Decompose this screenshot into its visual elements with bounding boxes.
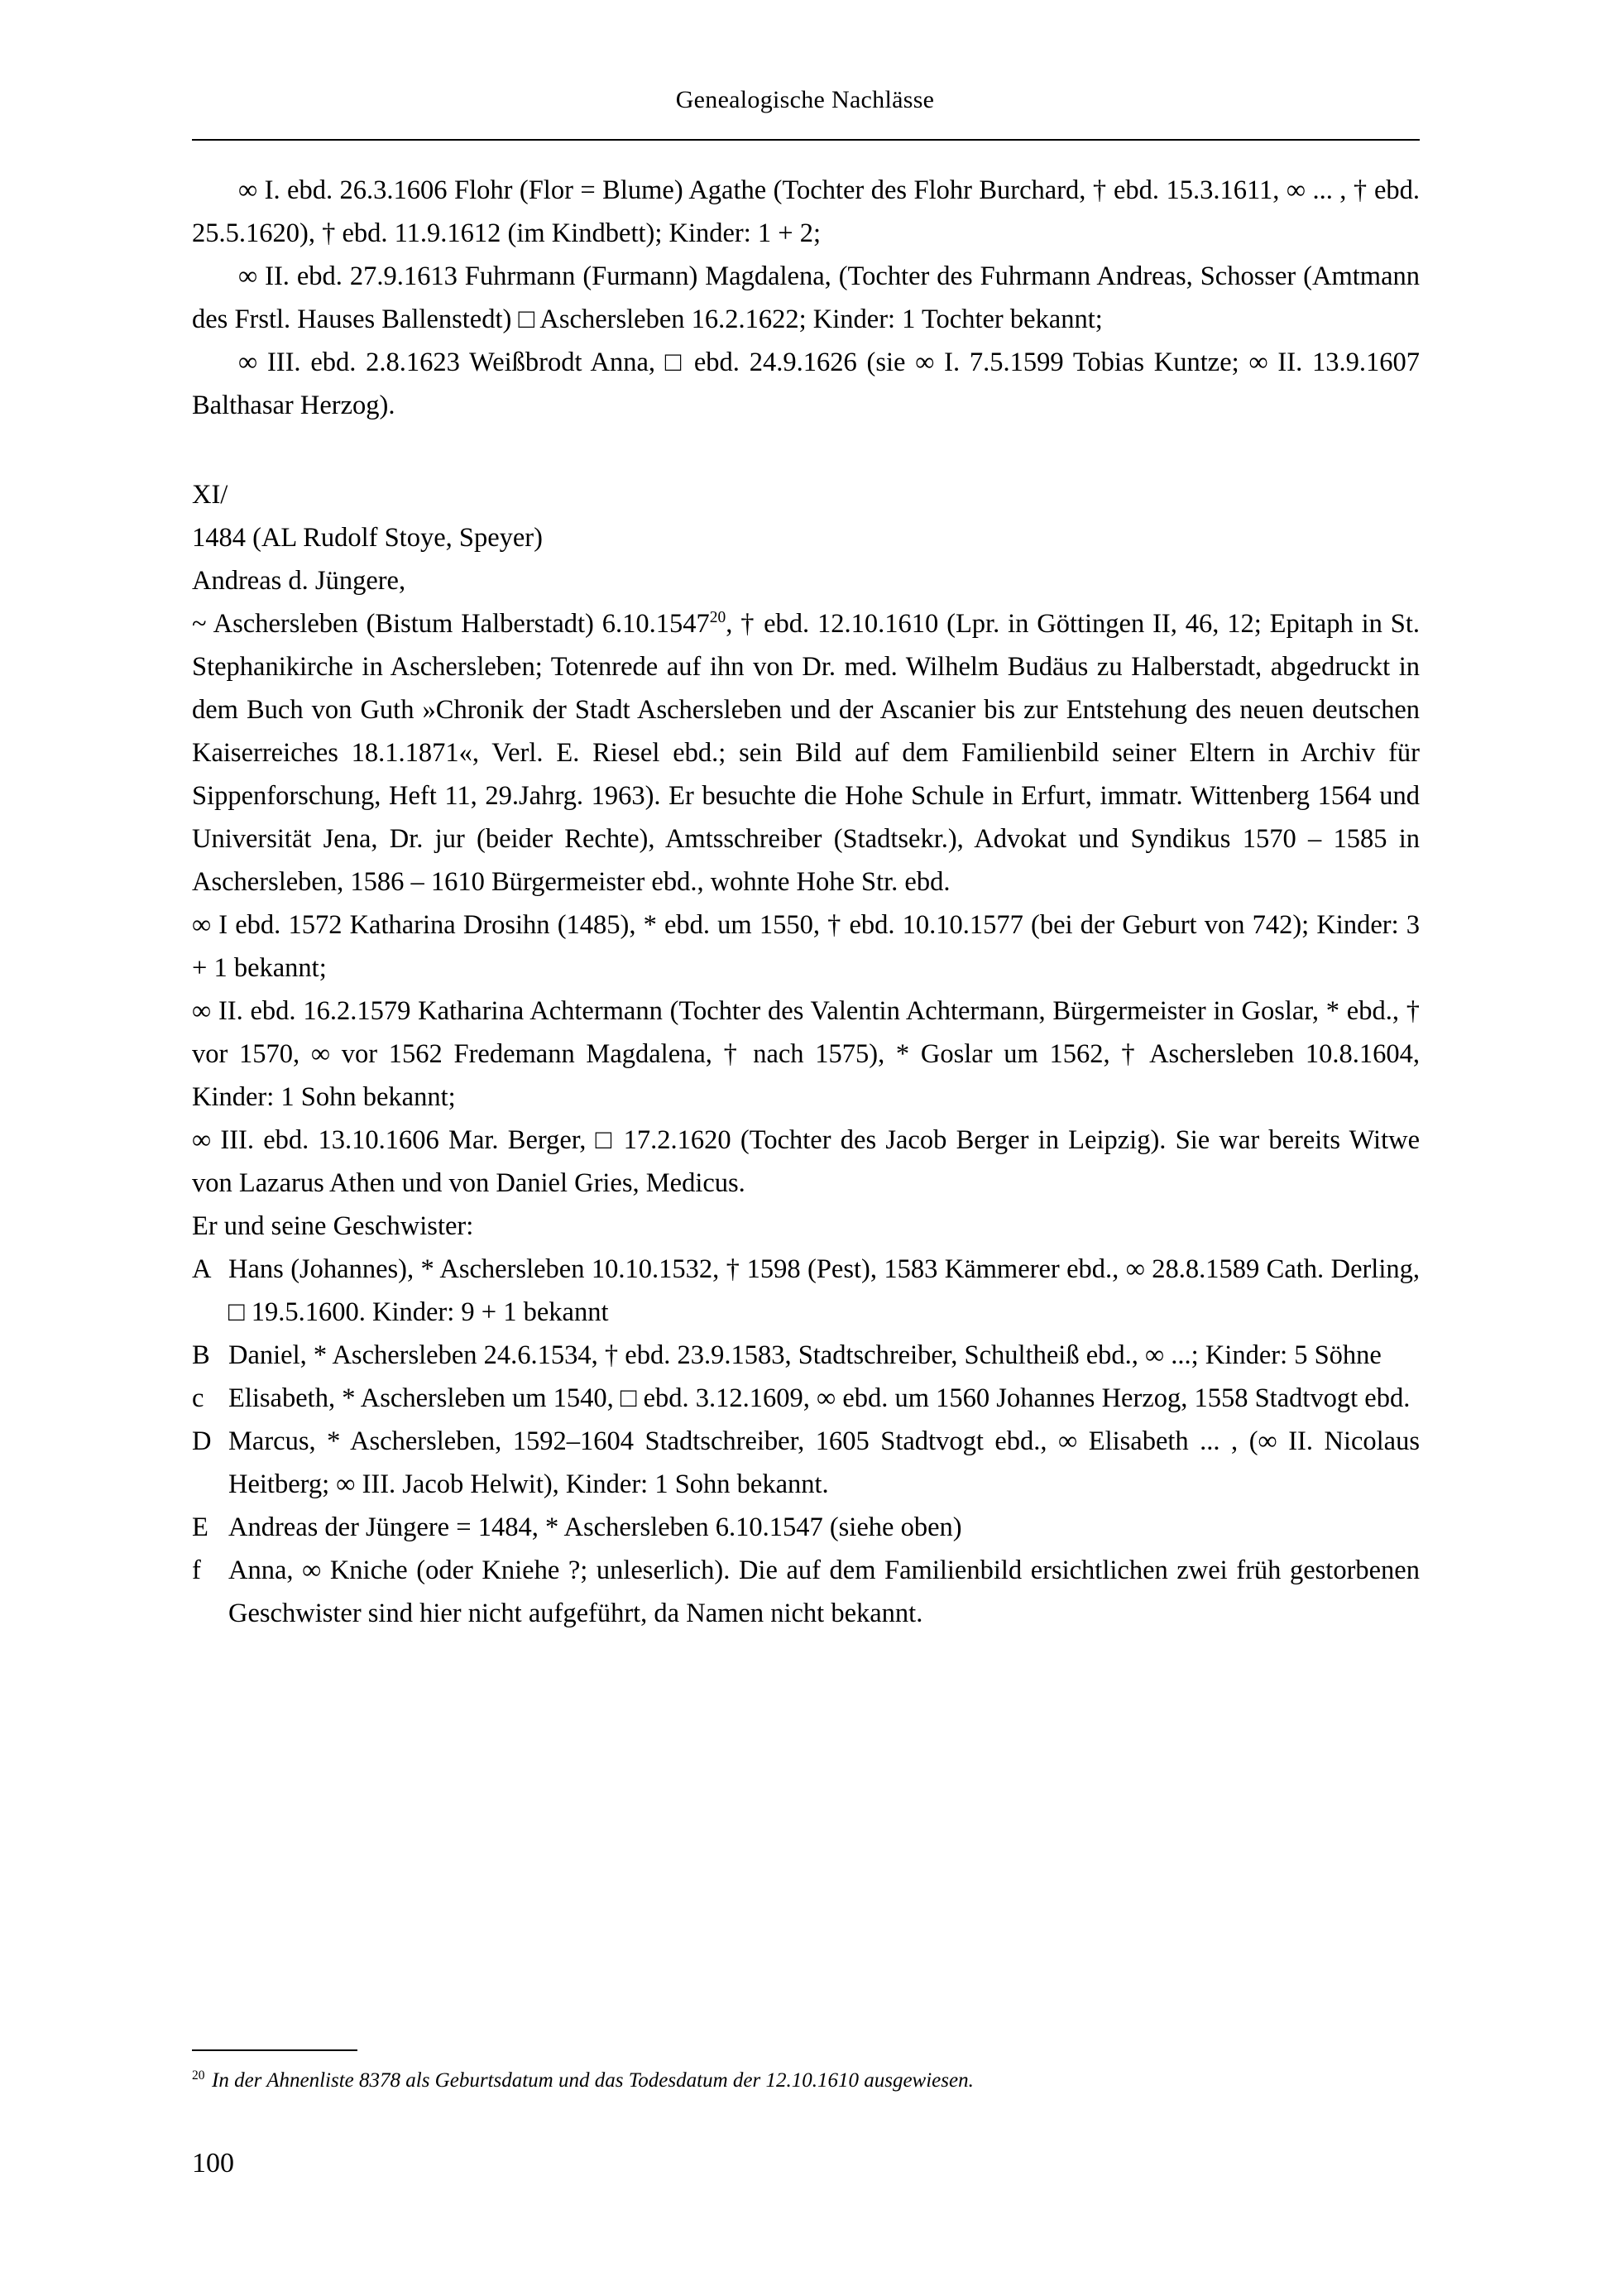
andreas-marriage-II: ∞ II. ebd. 16.2.1579 Katharina Achtermann (Tochter des Valentin Achtermann, Bürgermeister in Goslar, * ebd., † vor 1570, ∞ vor 1562 Fredemann Magdalena, † nach 1575), * Goslar um 1562, † Aschersleben 10.8.1604, Kinder: 1 Sohn bekannt; [192, 996, 1420, 1112]
footnote-number: 20 [192, 2068, 205, 2083]
family-number-and-source: 1484 (AL Rudolf Stoye, Speyer) [192, 523, 543, 553]
andreas-marriage-I: ∞ I ebd. 1572 Katharina Drosihn (1485), * ebd. um 1550, † ebd. 10.10.1577 (bei der Geburt von 742); Kinder: 3 + 1 bekannt; [192, 910, 1420, 983]
sibling-text: Hans (Johannes), * Aschersleben 10.10.1532, † 1598 (Pest), 1583 Kämmerer ebd., ∞ 28.8.1589 Cath. Derling, □ 19.5.1600. Kinder: 9 + 1 bekannt [228, 1254, 1420, 1327]
sibling-entry-a [192, 1248, 1420, 1334]
footnote [192, 2066, 1420, 2096]
sibling-key: D [192, 1426, 212, 1456]
generation-label: XI/ [192, 480, 228, 510]
sibling-key: c [192, 1383, 204, 1413]
sibling-key: E [192, 1512, 208, 1542]
person-name: Andreas d. Jüngere, [192, 566, 406, 596]
footnote-marker: 20 [709, 609, 726, 627]
sibling-entry-d [192, 1420, 1420, 1506]
header-rule [192, 139, 1420, 141]
sibling-text: Elisabeth, * Aschersleben um 1540, □ ebd. 3.12.1609, ∞ ebd. um 1560 Johannes Herzog, 1558 Stadtvogt ebd. [228, 1383, 1411, 1413]
sibling-entry-e [192, 1506, 1420, 1549]
footnote-separator-rule [192, 2049, 357, 2051]
biography-paragraph [192, 602, 1420, 904]
sibling-text: Andreas der Jüngere = 1484, * Aschersleben 6.10.1547 (siehe oben) [228, 1512, 962, 1542]
page-number: 100 [192, 2148, 234, 2179]
sibling-key: B [192, 1340, 210, 1370]
sibling-entry-b [192, 1334, 1420, 1377]
siblings-intro: Er und seine Geschwister: [192, 1211, 474, 1241]
marriage-entry-weissbrodt: ∞ III. ebd. 2.8.1623 Weißbrodt Anna, □ ebd. 24.9.1626 (sie ∞ I. 7.5.1599 Tobias Kuntze; ∞ II. 13.9.1607 Balthasar Herzog). [192, 348, 1420, 420]
running-head: Genealogische Nachlässe [675, 86, 935, 113]
page-text-block [192, 169, 1420, 1635]
sibling-key: A [192, 1254, 212, 1284]
biography-lead: ~ Aschersleben (Bistum Halberstadt) 6.10.1547 [192, 609, 710, 639]
sibling-text: Anna, ∞ Kniche (oder Kniehe ?; unleserlich). Die auf dem Familienbild ersichtlichen zwei früh gestorbenen Geschwister sind hier nicht aufgeführt, da Namen nicht bekannt. [228, 1555, 1420, 1628]
marriage-entry-fuhrmann: ∞ II. ebd. 27.9.1613 Fuhrmann (Furmann) Magdalena, (Tochter des Fuhrmann Andreas, Schosser (Amtmann des Frstl. Hauses Ballenstedt) □ Aschersleben 16.2.1622; Kinder: 1 Tochter bekannt; [192, 261, 1420, 334]
andreas-marriage-III: ∞ III. ebd. 13.10.1606 Mar. Berger, □ 17.2.1620 (Tochter des Jacob Berger in Leipzig). Sie war bereits Witwe von Lazarus Athen und von Daniel Gries, Medicus. [192, 1125, 1420, 1198]
sibling-entry-f [192, 1549, 1420, 1635]
footnote-text: In der Ahnenliste 8378 als Geburtsdatum und das Todesdatum der 12.10.1610 ausgewiesen. [212, 2069, 974, 2092]
marriage-entry-flohr: ∞ I. ebd. 26.3.1606 Flohr (Flor = Blume) Agathe (Tochter des Flohr Burchard, † ebd. 15.3.1611, ∞ ... , † ebd. 25.5.1620), † ebd. 11.9.1612 (im Kindbett); Kinder: 1 + 2; [192, 175, 1420, 248]
sibling-text: Daniel, * Aschersleben 24.6.1534, † ebd. 23.9.1583, Stadtschreiber, Schultheiß ebd., ∞ ...; Kinder: 5 Söhne [228, 1340, 1382, 1370]
sibling-entry-c [192, 1377, 1420, 1420]
section-spacer [192, 427, 1420, 473]
sibling-text: Marcus, * Aschersleben, 1592–1604 Stadtschreiber, 1605 Stadtvogt ebd., ∞ Elisabeth ... , (∞ II. Nicolaus Heitberg; ∞ III. Jacob Helwit), Kinder: 1 Sohn bekannt. [228, 1426, 1420, 1499]
sibling-key: f [192, 1555, 201, 1585]
biography-rest: , † ebd. 12.10.1610 (Lpr. in Göttingen II, 46, 12; Epitaph in St. Stephanikirche in Aschersleben; Totenrede auf ihn von Dr. med. Wilhelm Budäus zu Halberstadt, abgedruckt in dem Buch von Guth »Chronik der Stadt Aschersleben und der Ascanier bis zur Entstehung des neuen deutschen Kaiserreiches 18.1.1871«, Verl. E. Riesel ebd.; sein Bild auf dem Familienbild seiner Eltern in Archiv für Sippenforschung, Heft 11, 29.Jahrg. 1963). Er besuchte die Hohe Schule in Erfurt, immatr. Wittenberg 1564 und Universität Jena, Dr. jur (beider Rechte), Amtsschreiber (Stadtsekr.), Advokat und Syndikus 1570 – 1585 in Aschersleben, 1586 – 1610 Bürgermeister ebd., wohnte Hohe Str. ebd. [192, 609, 1420, 897]
